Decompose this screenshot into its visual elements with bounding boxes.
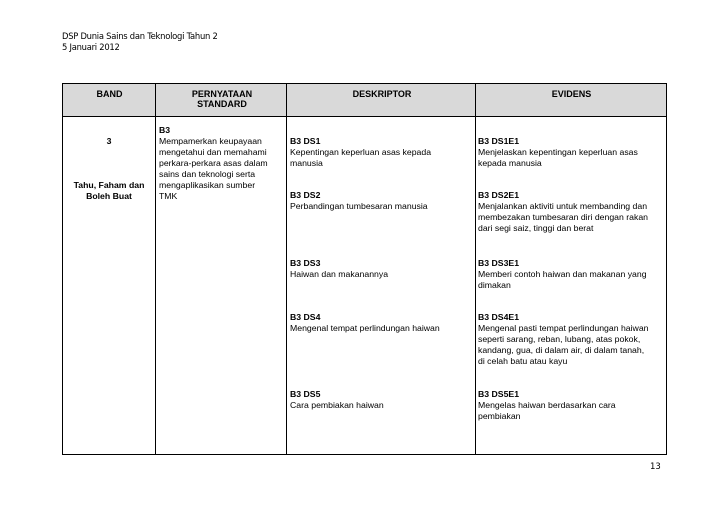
evidence-item: B3 DS5E1 Mengelas haiwan berdasarkan cara pembiakan [478, 389, 616, 421]
page-number: 13 [650, 462, 661, 472]
column-header-evidens: EVIDENS [551, 89, 592, 99]
descriptor-item: B3 DS5 Cara pembiakan haiwan [290, 389, 384, 410]
evidence-item: B3 DS4E1 Mengenal pasti tempat perlindungan haiwan seperti sarang, reban, lubang, atas pokok, kandang, gua, di dalam air, di dalam tanah, di celah batu atau kayu [478, 312, 649, 366]
document-header [62, 31, 218, 53]
standards-table [62, 83, 667, 455]
band-label: Tahu, Faham dan Boleh Buat [73, 180, 145, 201]
descriptor-item: B3 DS3 Haiwan dan makanannya [290, 258, 389, 279]
descriptor-item: B3 DS4 Mengenal tempat perlindungan haiwan [290, 312, 440, 333]
standard-code: B3 [159, 125, 171, 135]
column-divider [475, 84, 476, 454]
evidence-item: B3 DS2E1 Menjalankan aktiviti untuk membanding dan membezakan tumbesaran diri dengan rakan dari segi saiz, tinggi dan berat [478, 190, 648, 233]
column-divider [155, 84, 156, 454]
descriptor-item: B3 DS2 Perbandingan tumbesaran manusia [290, 190, 428, 211]
column-divider [286, 84, 287, 454]
document-title: DSP Dunia Sains dan Teknologi Tahun 2 [62, 31, 218, 41]
standard-statement: B3 Mempamerkan keupayaan mengetahui dan memahami perkara-perkara asas dalam sains dan teknologi serta mengaplikasikan sumber TMK [159, 125, 268, 201]
band-number: 3 [106, 136, 112, 146]
column-header-band: BAND [96, 89, 123, 99]
column-header-deskriptor: DESKRIPTOR [352, 89, 412, 99]
descriptor-item: B3 DS1 Kepentingan keperluan asas kepada manusia [290, 136, 432, 168]
table-header-row [63, 84, 666, 117]
evidence-item: B3 DS1E1 Menjelaskan kepentingan keperluan asas kepada manusia [478, 136, 638, 168]
evidence-item: B3 DS3E1 Memberi contoh haiwan dan makanan yang dimakan [478, 258, 647, 290]
document-date: 5 Januari 2012 [62, 42, 120, 52]
column-header-pernyataan-standard: PERNYATAAN STANDARD [191, 89, 253, 109]
